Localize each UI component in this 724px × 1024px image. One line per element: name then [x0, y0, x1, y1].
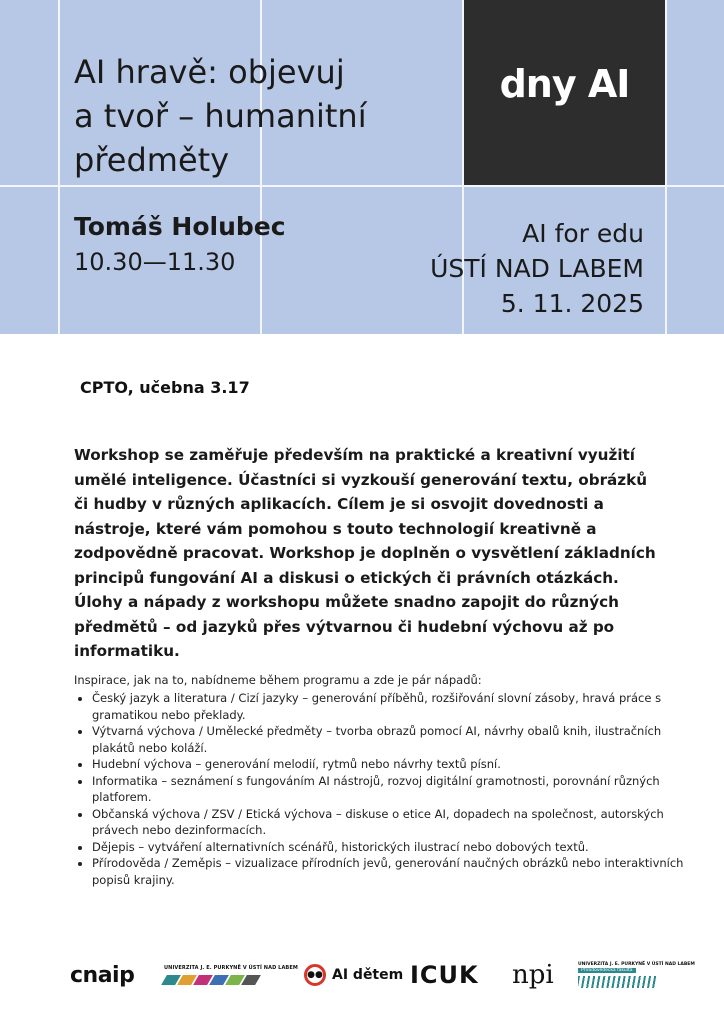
ujep-faculty-logo	[578, 955, 695, 995]
robot-face-icon: ●●	[304, 964, 326, 986]
cnaip-logo: cnaip	[70, 962, 135, 988]
event-name: AI for edu	[522, 219, 644, 248]
icuk-logo: ICUK	[410, 961, 479, 989]
ideas-intro: Inspirace, jak na to, nabídneme během programu a zde je pár nápadů:	[74, 673, 482, 687]
title-line: předměty	[74, 141, 230, 179]
page-title	[74, 50, 454, 182]
ujep-faculty-text: UNIVERZITA J. E. PURKYNĚ V ÚSTÍ NAD LABEM	[578, 962, 695, 967]
ujep-logo	[164, 955, 298, 995]
speaker-name: Tomáš Holubec	[74, 212, 286, 241]
list-item: • Hudební výchova – generování melodií, rytmů nebo návrhy textů písní.	[92, 756, 692, 773]
event-date: 5. 11. 2025	[500, 289, 644, 318]
partner-logos	[70, 955, 695, 995]
room-location: CPTO, učebna 3.17	[80, 378, 250, 397]
ujep-stripes	[164, 975, 260, 985]
ai-detem-text: AI dětem	[332, 967, 404, 983]
event-info	[430, 216, 644, 321]
grid-line	[0, 185, 724, 187]
grid-line	[58, 0, 60, 334]
npi-logo: npi	[512, 960, 554, 990]
list-item: • Občanská výchova / ZSV / Etická výchova – diskuse o etice AI, dopadech na společnost, autorských právech nebo dezinformacích.	[92, 806, 692, 839]
list-item: • Český jazyk a literatura / Cizí jazyky – generování příběhů, rozšiřování slovní zásoby, hravá práce s gramatikou nebo překlady.	[92, 690, 692, 723]
ai-detem-logo	[304, 955, 403, 995]
list-item: • Výtvarná výchova / Umělecké předměty – tvorba obrazů pomocí AI, návrhy obalů knih, ilustračních plakátů nebo koláží.	[92, 723, 692, 756]
title-line: AI hravě: objevuj	[74, 53, 345, 91]
list-item: • Dějepis – vytváření alternativních scénářů, historických ilustrací nebo dobových textů.	[92, 839, 692, 856]
title-line: a tvoř – humanitní	[74, 97, 367, 135]
workshop-description: Workshop se zaměřuje především na praktické a kreativní využití umělé inteligence. Účastníci si vyzkouší generování textu, obrázků či hudby v různých aplikacích. Cílem je si osvojit dovednosti a nástroje, které vám pomohou s touto technologií kreativně a zodpovědně pracovat. Workshop je doplněn o vysvětlení základních principů fungování AI a diskusi o etických či právních otázkách. Úlohy a nápady z workshopu můžete snadno zapojit do různých předmětů – od jazyků přes výtvarnou či hudební výchovu až po informatiku.	[74, 446, 656, 660]
brand-logo: dny AI	[499, 62, 630, 106]
faculty-stripes	[578, 976, 656, 988]
grid-line	[665, 0, 667, 334]
event-city: ÚSTÍ NAD LABEM	[430, 254, 644, 283]
list-item: • Informatika – seznámení s fungováním AI nástrojů, rozvoj digitální gramotnosti, porovnání různých platforem.	[92, 773, 692, 806]
ujep-logo-text: UNIVERZITA J. E. PURKYNĚ V ÚSTÍ NAD LABEM	[164, 965, 298, 971]
header-grid	[0, 0, 724, 334]
ideas-list	[74, 690, 692, 888]
session-time: 10.30—11.30	[74, 248, 236, 276]
faculty-name: Přírodovědecká fakulta	[578, 968, 636, 973]
list-item: • Přírodověda / Zeměpis – vizualizace přírodních jevů, generování naučných obrázků nebo interaktivních popisů krajiny.	[92, 855, 692, 888]
